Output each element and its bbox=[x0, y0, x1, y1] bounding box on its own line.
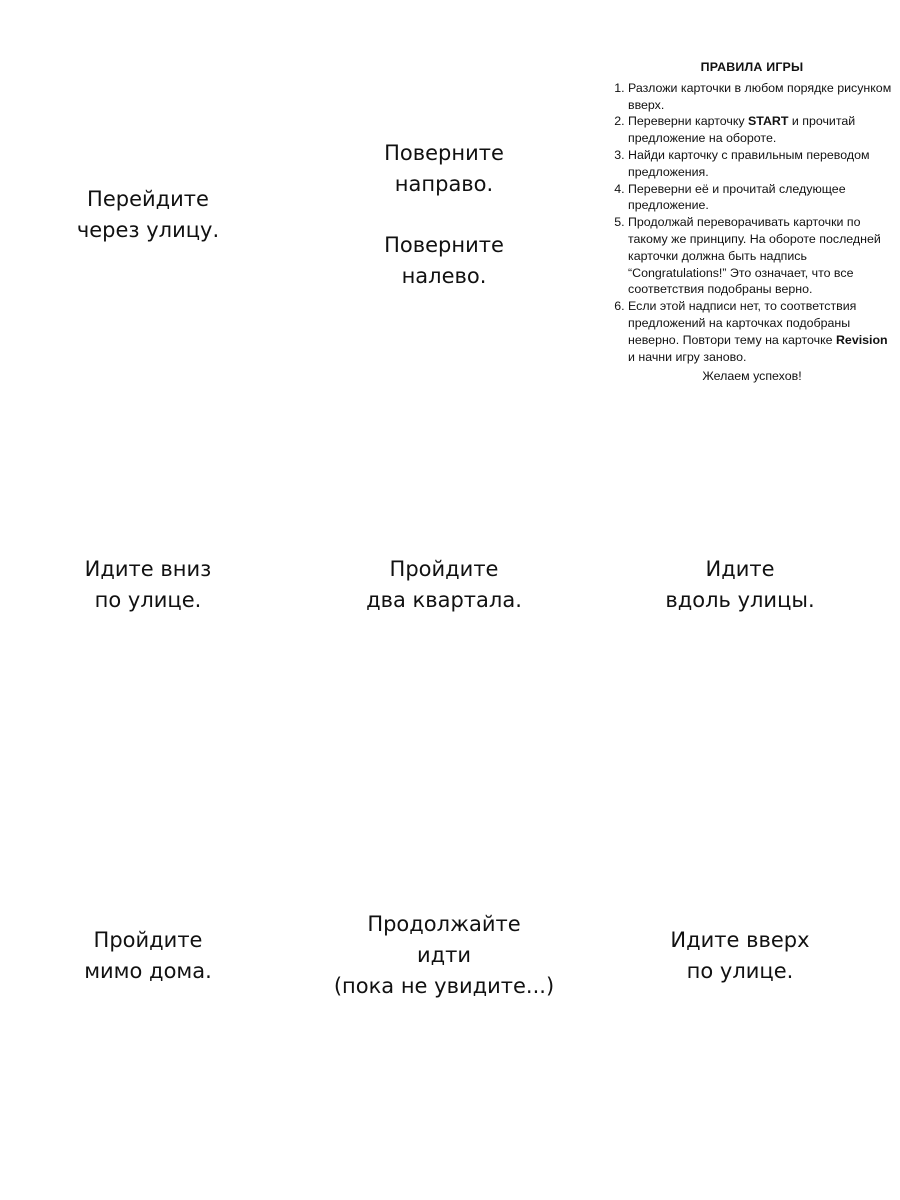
card-turn-right-left bbox=[344, 138, 544, 292]
card-two-blocks bbox=[344, 554, 544, 616]
card-text-line: по улице. bbox=[94, 588, 202, 612]
rule-item: 5. Продолжай переворачивать карточки по такому же принципу. На обороте последней карточки должна быть надпись “Congratulations!” Это означает, что все соответствия подобраны верно. bbox=[628, 214, 896, 298]
card-text-line: два квартала. bbox=[366, 588, 522, 612]
rule-text: Переверни карточку bbox=[628, 114, 749, 129]
card-text-line: Продолжайте bbox=[367, 912, 521, 936]
card-gap bbox=[344, 200, 544, 230]
card-text-line: Идите вверх bbox=[670, 928, 810, 952]
card-text-line: Поверните bbox=[384, 141, 504, 165]
card-text-line: (пока не увидите...) bbox=[333, 974, 555, 998]
card-text-line: направо. bbox=[394, 172, 494, 196]
card-text-line: Перейдите bbox=[87, 187, 209, 211]
card-text-line: по улице. bbox=[686, 959, 794, 983]
rule-item: 1. Разложи карточки в любом порядке рисунком вверх. bbox=[628, 80, 896, 114]
card-text-line: Поверните bbox=[384, 233, 504, 257]
card-walk-up-street bbox=[640, 925, 840, 987]
rule-item bbox=[628, 298, 896, 365]
card-text-line: идти bbox=[416, 943, 472, 967]
rule-item: 4. Переверни её и прочитай следующее предложение. bbox=[628, 181, 896, 215]
rule-item bbox=[628, 113, 896, 147]
rule-text: Если этой надписи нет, то соответствия предложений на карточках подобраны неверно. Повтори тему на карточке bbox=[628, 299, 857, 347]
rule-text: и начни игру заново. bbox=[628, 349, 747, 364]
card-text-line: Идите bbox=[705, 557, 775, 581]
card-walk-down-street bbox=[48, 554, 248, 616]
card-text-line: вдоль улицы. bbox=[665, 588, 815, 612]
game-rules bbox=[608, 59, 896, 385]
card-text-line: мимо дома. bbox=[84, 959, 212, 983]
rules-list bbox=[608, 80, 896, 366]
rules-wish: Желаем успехов! bbox=[702, 369, 802, 384]
card-text-line: через улицу. bbox=[76, 218, 220, 242]
card-past-house bbox=[48, 925, 248, 987]
card-text-line: Пройдите bbox=[389, 557, 499, 581]
card-text-line: Идите вниз bbox=[84, 557, 212, 581]
rule-item: 3. Найди карточку с правильным переводом предложения. bbox=[628, 147, 896, 181]
card-text-line: Пройдите bbox=[93, 928, 203, 952]
card-text-line: налево. bbox=[401, 264, 487, 288]
card-keep-going bbox=[314, 909, 574, 1002]
card-cross-street bbox=[48, 184, 248, 246]
rule-text: и прочитай предложение на обороте. bbox=[628, 114, 856, 146]
rule-bold-revision: Revision bbox=[835, 332, 888, 347]
card-along-street bbox=[640, 554, 840, 616]
rule-bold-start: START bbox=[748, 114, 789, 129]
rules-title: ПРАВИЛА ИГРЫ bbox=[700, 60, 804, 74]
